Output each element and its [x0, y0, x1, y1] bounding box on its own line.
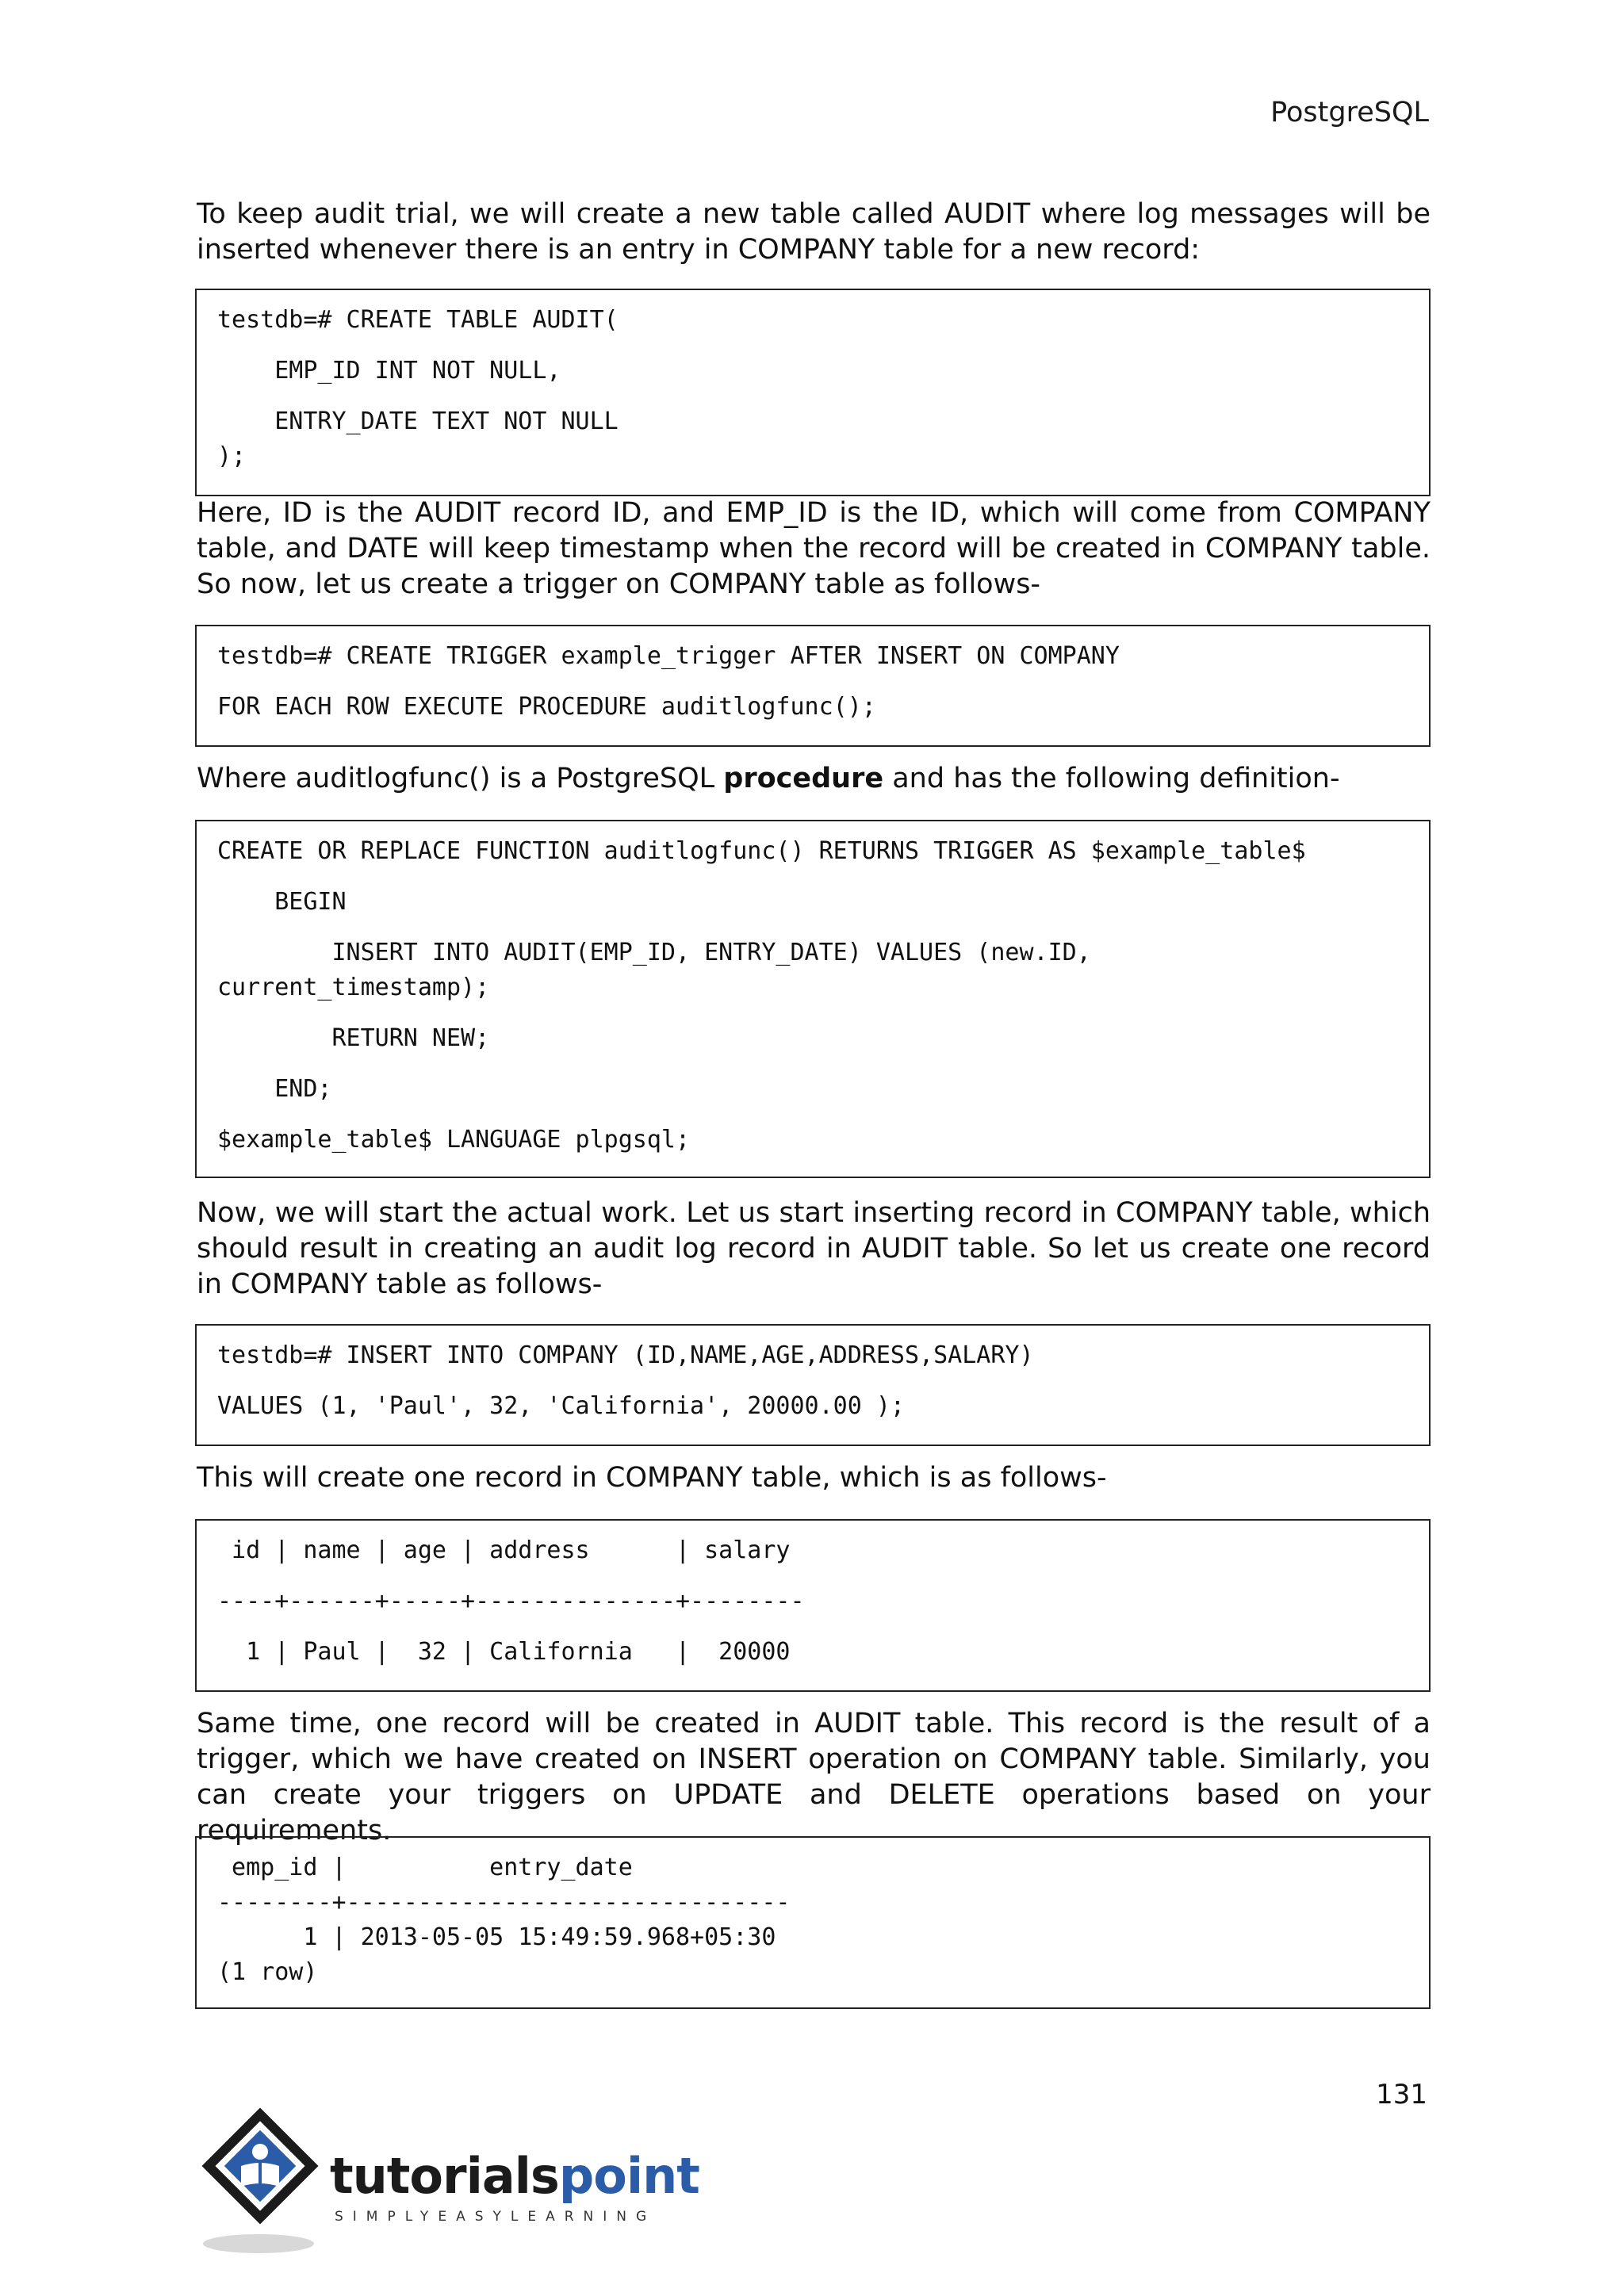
code-line: testdb=# CREATE TRIGGER example_trigger AFTER INSERT ON COMPANY: [217, 642, 1120, 670]
code-line: 1 | 2013-05-05 15:49:59.968+05:30: [217, 1923, 776, 1951]
paragraph-start-work: Now, we will start the actual work. Let us start inserting record in COMPANY table, which should result in creating an audit log record in AUDIT table. So let us create one record in COMPANY table as follows-: [197, 1197, 1431, 1300]
code-line: ----+------+-----+--------------+--------: [217, 1587, 805, 1615]
code-line: );: [217, 442, 247, 470]
code-block-insert-company: [195, 1324, 1431, 1446]
code-block-create-audit: [195, 289, 1431, 496]
paragraph-audit-explanation: Here, ID is the AUDIT record ID, and EMP_ID is the ID, which will come from COMPANY table, and DATE will keep timestamp when the record will be created in COMPANY table. So now, let us create a trigger on COMPANY table as follows-: [197, 497, 1431, 600]
code-line: INSERT INTO AUDIT(EMP_ID, ENTRY_DATE) VALUES (new.ID,: [217, 939, 1091, 966]
code-line: BEGIN: [217, 888, 347, 916]
code-block-create-trigger: [195, 625, 1431, 747]
code-line: END;: [217, 1075, 332, 1103]
page-header: PostgreSQL: [1270, 97, 1429, 128]
code-block-function-definition: [195, 820, 1431, 1178]
code-line: $example_table$ LANGUAGE plpgsql;: [217, 1126, 691, 1154]
code-block-audit-result: [195, 1836, 1431, 2009]
code-line: testdb=# INSERT INTO COMPANY (ID,NAME,AGE,ADDRESS,SALARY): [217, 1341, 1034, 1369]
code-line: EMP_ID INT NOT NULL,: [217, 357, 561, 385]
code-line: emp_id | entry_date: [217, 1854, 633, 1881]
code-line: FOR EACH ROW EXECUTE PROCEDURE auditlogfunc();: [217, 693, 876, 721]
page-number: 131: [1376, 2079, 1427, 2110]
code-line: (1 row): [217, 1958, 318, 1986]
code-line: testdb=# CREATE TABLE AUDIT(: [217, 306, 619, 334]
paragraph-audit-result-intro: Same time, one record will be created in AUDIT table. This record is the result of a trigger, which we have created on INSERT operation on COMPANY table. Similarly, you can create your triggers on UPDATE and DELETE operations based on your requirements.: [197, 1708, 1431, 1846]
code-block-company-result: [195, 1519, 1431, 1692]
code-line: ENTRY_DATE TEXT NOT NULL: [217, 408, 619, 435]
paragraph-intro: To keep audit trial, we will create a new table called AUDIT where log messages will be inserted whenever there is an entry in COMPANY table for a new record:: [197, 198, 1431, 266]
paragraph-procedure-intro: Where auditlogfunc() is a PostgreSQL procedure and has the following definition-: [197, 763, 1340, 794]
code-line: --------+-------------------------------: [217, 1888, 791, 1916]
logo-emblem-icon: [195, 2107, 338, 2258]
code-line: VALUES (1, 'Paul', 32, 'California', 20000.00 );: [217, 1392, 905, 1420]
logo-tagline: SIMPLYEASYLEARNING: [335, 2209, 657, 2225]
paragraph-result-intro: This will create one record in COMPANY table, which is as follows-: [197, 1462, 1107, 1494]
code-line: RETURN NEW;: [217, 1024, 490, 1052]
tutorialspoint-logo: [195, 2107, 699, 2258]
code-line: CREATE OR REPLACE FUNCTION auditlogfunc() RETURNS TRIGGER AS $example_table$: [217, 837, 1306, 865]
code-line: id | name | age | address | salary: [217, 1536, 791, 1564]
logo-wordmark: tutorialspoint: [330, 2147, 699, 2205]
code-line: 1 | Paul | 32 | California | 20000: [217, 1638, 791, 1666]
code-line: current_timestamp);: [217, 974, 490, 1001]
